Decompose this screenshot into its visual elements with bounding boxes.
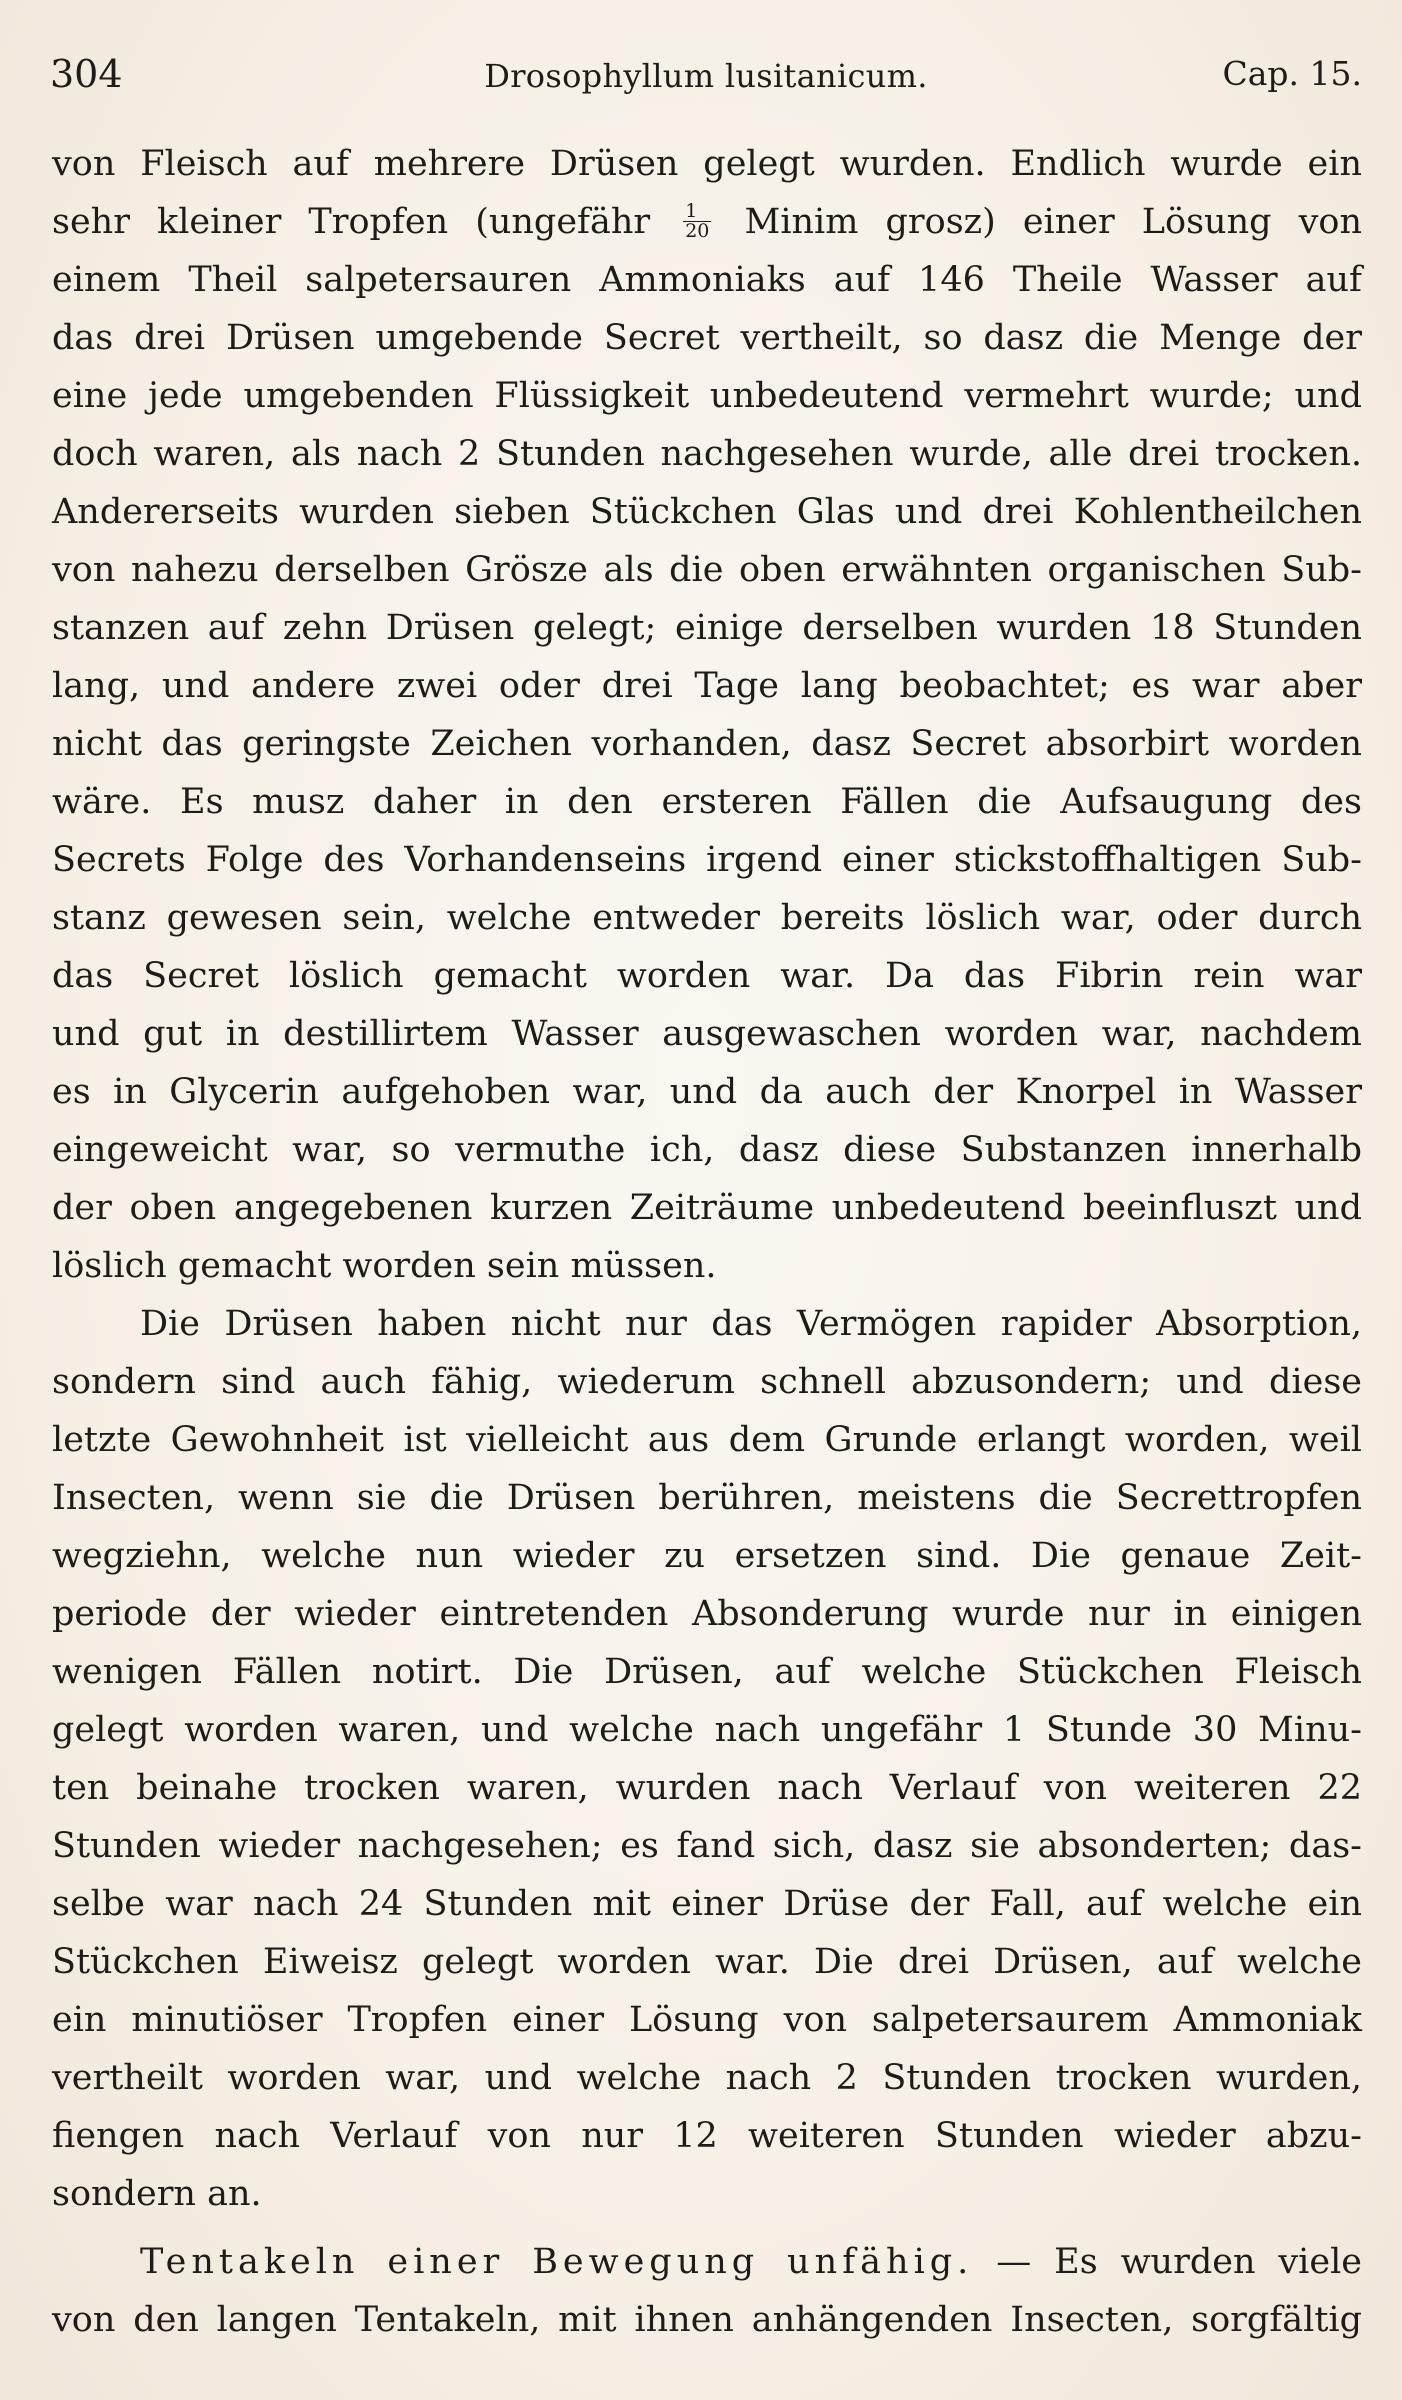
text-line: das Secret löslich gemacht worden war. Da das Fibrin rein war bbox=[52, 956, 1362, 996]
text-line: lang, und andere zwei oder drei Tage lang beobachtet; es war aber bbox=[52, 666, 1362, 706]
text-line: sondern sind auch fähig, wiederum schnell abzusondern; und diese bbox=[52, 1362, 1362, 1402]
running-title: Drosophyllum lusitanicum. bbox=[484, 57, 928, 95]
body-text bbox=[52, 135, 1362, 2349]
text-line: gelegt worden waren, und welche nach ungefähr 1 Stunde 30 Minu- bbox=[52, 1710, 1362, 1750]
fraction-denominator: 20 bbox=[685, 220, 710, 242]
text-line: wenigen Fällen notirt. Die Drüsen, auf welche Stückchen Fleisch bbox=[52, 1652, 1362, 1692]
section-heading: Tentakeln einer Bewegung unfähig. bbox=[140, 2242, 974, 2282]
paragraph-end-line: sondern an. bbox=[52, 2174, 262, 2214]
text-line: von nahezu derselben Grösze als die oben erwähnten organischen Sub- bbox=[52, 550, 1362, 590]
text-line: Secrets Folge des Vorhandenseins irgend einer stickstoffhaltigen Sub- bbox=[52, 840, 1362, 880]
text-segment: — Es wurden viele bbox=[996, 2242, 1362, 2282]
text-line: ten beinahe trocken waren, wurden nach Verlauf von weiteren 22 bbox=[52, 1768, 1362, 1808]
text-line: fiengen nach Verlauf von nur 12 weiteren Stunden wieder abzu- bbox=[52, 2116, 1362, 2156]
text-line: das drei Drüsen umgebende Secret vertheilt, so dasz die Menge der bbox=[52, 318, 1362, 358]
text-line: vertheilt worden war, und welche nach 2 Stunden trocken wurden, bbox=[52, 2058, 1362, 2098]
text-line: Stunden wieder nachgesehen; es fand sich, dasz sie absonderten; das- bbox=[52, 1826, 1362, 1866]
text-line: Andererseits wurden sieben Stückchen Glas und drei Kohlentheilchen bbox=[52, 492, 1362, 532]
chapter-label: Cap. 15. bbox=[1222, 54, 1362, 93]
text-line: periode der wieder eintretenden Absonderung wurde nur in einigen bbox=[52, 1594, 1362, 1634]
text-line: und gut in destillirtem Wasser ausgewaschen worden war, nachdem bbox=[52, 1014, 1362, 1054]
running-head bbox=[50, 52, 1362, 96]
text-line: letzte Gewohnheit ist vielleicht aus dem Grunde erlangt worden, weil bbox=[52, 1420, 1362, 1460]
text-segment: sehr kleiner Tropfen (ungefähr bbox=[52, 202, 651, 242]
text-line: einem Theil salpetersauren Ammoniaks auf 146 Theile Wasser auf bbox=[52, 260, 1362, 300]
text-line: Insecten, wenn sie die Drüsen berühren, meistens die Secrettropfen bbox=[52, 1478, 1362, 1518]
fraction bbox=[683, 202, 711, 241]
page-number: 304 bbox=[50, 52, 123, 96]
text-line: stanz gewesen sein, welche entweder bereits löslich war, oder durch bbox=[52, 898, 1362, 938]
text-line: Stückchen Eiweisz gelegt worden war. Die drei Drüsen, auf welche bbox=[52, 1942, 1362, 1982]
text-line: ein minutiöser Tropfen einer Lösung von salpetersaurem Ammoniak bbox=[52, 2000, 1362, 2040]
text-line: selbe war nach 24 Stunden mit einer Drüse der Fall, auf welche ein bbox=[52, 1884, 1362, 1924]
paragraph-end-line: löslich gemacht worden sein müssen. bbox=[52, 1246, 717, 1286]
text-line: der oben angegebenen kurzen Zeiträume unbedeutend beeinfluszt und bbox=[52, 1188, 1362, 1228]
text-segment: Minim grosz) einer Lösung von bbox=[744, 202, 1362, 242]
text-line-with-fraction bbox=[52, 193, 1362, 251]
text-line: von Fleisch auf mehrere Drüsen gelegt wurden. Endlich wurde ein bbox=[52, 144, 1362, 184]
text-line: von den langen Tentakeln, mit ihnen anhängenden Insecten, sorgfältig bbox=[52, 2300, 1362, 2340]
text-line: wäre. Es musz daher in den ersteren Fällen die Aufsaugung des bbox=[52, 782, 1362, 822]
text-line: doch waren, als nach 2 Stunden nachgesehen wurde, alle drei trocken. bbox=[52, 434, 1362, 474]
section-heading-line bbox=[52, 2233, 1362, 2291]
text-line: wegziehn, welche nun wieder zu ersetzen sind. Die genaue Zeit- bbox=[52, 1536, 1362, 1576]
text-line: stanzen auf zehn Drüsen gelegt; einige derselben wurden 18 Stunden bbox=[52, 608, 1362, 648]
text-line: es in Glycerin aufgehoben war, und da auch der Knorpel in Wasser bbox=[52, 1072, 1362, 1112]
text-line: eine jede umgebenden Flüssigkeit unbedeutend vermehrt wurde; und bbox=[52, 376, 1362, 416]
text-line: nicht das geringste Zeichen vorhanden, dasz Secret absorbirt worden bbox=[52, 724, 1362, 764]
paragraph-start-line: Die Drüsen haben nicht nur das Vermögen rapider Absorption, bbox=[140, 1304, 1362, 1344]
fraction-numerator: 1 bbox=[683, 202, 711, 222]
text-line: eingeweicht war, so vermuthe ich, dasz diese Substanzen innerhalb bbox=[52, 1130, 1362, 1170]
